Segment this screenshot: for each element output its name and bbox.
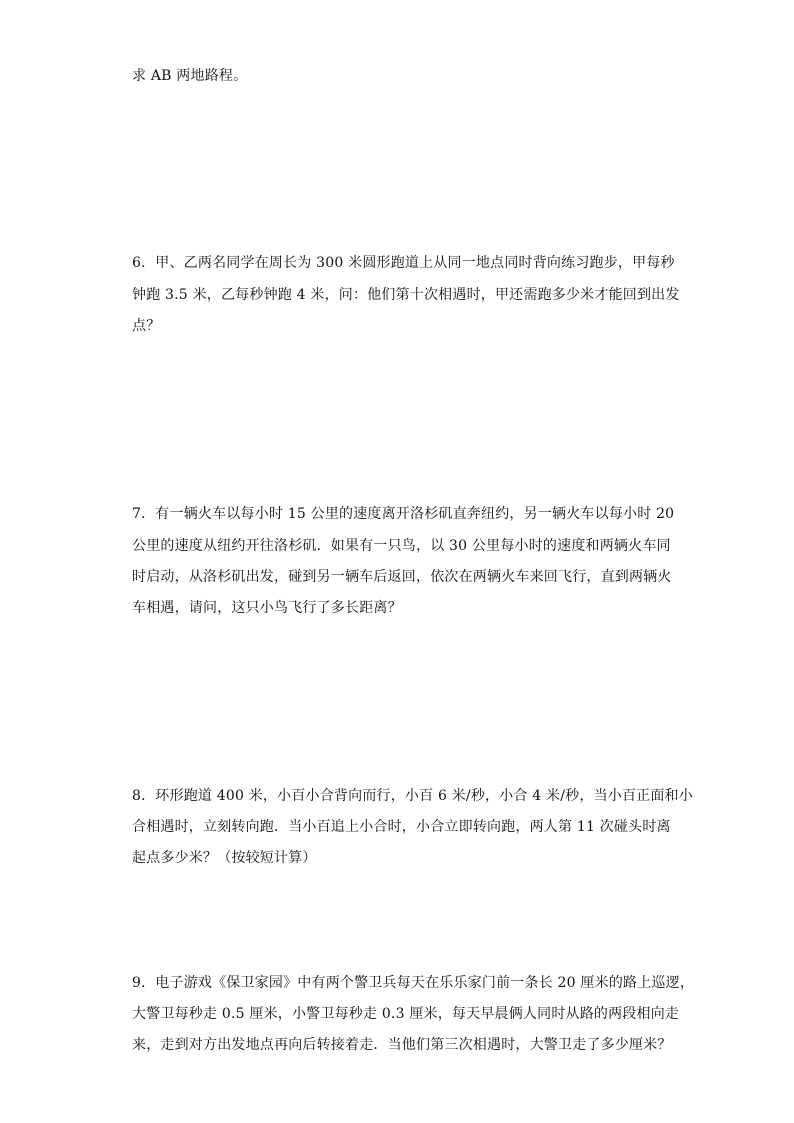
problem-6-line-2: 钟跑 3.5 米，乙每秒钟跑 4 米，问：他们第十次相遇时，甲还需跑多少米才能回到出发	[132, 287, 680, 303]
continuation-text: 求 AB 两地路程。	[132, 68, 248, 84]
problem-8-line-2: 合相遇时，立刻转向跑．当小百追上小合时，小合立即转向跑，两人第 11 次碰头时离	[132, 819, 671, 835]
problem-9-line-3: 来，走到对方出发地点再向后转接着走．当他们第三次相遇时，大警卫走了多少厘米？	[132, 1037, 672, 1053]
problem-7-line-3: 时启动，从洛杉矶出发，碰到另一辆车后返回，依次在两辆火车来回飞行，直到两辆火	[132, 569, 672, 585]
problem-7-line-2: 公里的速度从纽约开往洛杉矶．如果有一只鸟，以 30 公里每小时的速度和两辆火车同	[132, 538, 671, 554]
problem-6-line-1: 6．甲、乙两名同学在周长为 300 米圆形跑道上从同一地点同时背向练习跑步，甲每秒	[132, 255, 675, 271]
problem-9-line-2: 大警卫每秒走 0.5 厘米，小警卫每秒走 0.3 厘米，每天早晨俩人同时从路的两段相向走	[132, 1006, 680, 1022]
problem-6-line-3: 点？	[132, 318, 161, 334]
problem-7-line-4: 车相遇，请问，这只小鸟飞行了多长距离？	[132, 600, 402, 616]
problem-8-line-3: 起点多少米？（按较短计算）	[132, 850, 317, 866]
problem-8-line-1: 8．环形跑道 400 米，小百小合背向而行，小百 6 米/秒，小合 4 米/秒，当小百正面和小	[132, 788, 693, 804]
problem-7-line-1: 7．有一辆火车以每小时 15 公里的速度离开洛杉矶直奔纽约，另一辆火车以每小时 20	[132, 506, 675, 522]
problem-9-line-1: 9．电子游戏《保卫家园》中有两个警卫兵每天在乐乐家门前一条长 20 厘米的路上巡逻，	[132, 975, 695, 991]
